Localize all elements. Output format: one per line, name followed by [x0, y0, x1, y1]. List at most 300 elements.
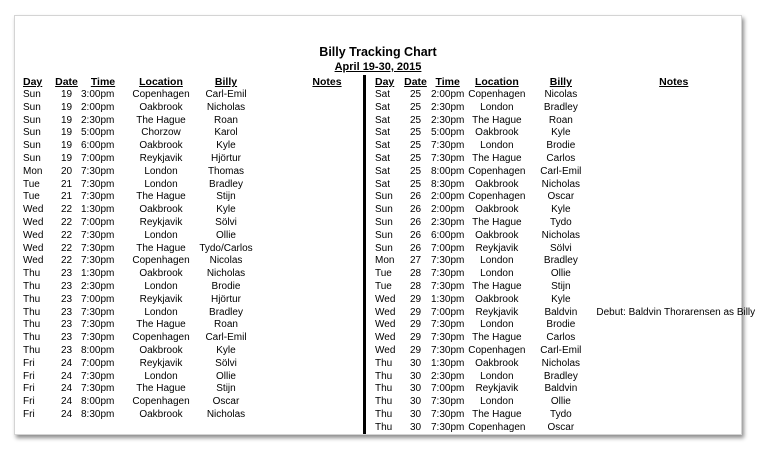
table-row: [15, 243, 399, 256]
cell-day: Wed: [23, 255, 44, 267]
cell-location: London: [480, 140, 514, 152]
cell-location: Reykjavik: [475, 242, 519, 254]
cell-time: 1:30pm: [431, 293, 465, 305]
cell-time: 7:30pm: [81, 178, 115, 190]
table-row: [15, 268, 399, 281]
cell-time: 7:00pm: [81, 216, 115, 228]
cell-billy: Oscar: [212, 396, 240, 408]
cell-date: 21: [60, 178, 73, 190]
table-row: [15, 102, 399, 115]
cell-notes: [592, 332, 755, 345]
cell-location: London: [144, 370, 178, 382]
table-row: [367, 127, 755, 140]
cell-date: 27: [409, 255, 422, 267]
cell-date: 25: [409, 140, 422, 152]
table-row: [15, 179, 399, 192]
cell-time: 7:00pm: [81, 357, 115, 369]
table-row: [367, 332, 755, 345]
cell-location: Reykjavik: [475, 306, 519, 318]
cell-time: 2:30pm: [81, 280, 115, 292]
cell-notes: [592, 383, 755, 396]
cell-time: 7:30pm: [81, 383, 115, 395]
cell-day: Sun: [23, 89, 41, 100]
cell-day: Thu: [375, 396, 393, 408]
cell-date: 24: [60, 357, 73, 369]
cell-location: Oakbrook: [475, 204, 519, 216]
cell-time: 7:30pm: [81, 165, 115, 177]
cell-day: Sun: [375, 191, 393, 203]
cell-location: Reykjavik: [139, 293, 183, 305]
cell-time: 2:30pm: [431, 101, 465, 113]
cell-date: 20: [60, 165, 73, 177]
cell-date: 28: [409, 280, 422, 292]
cell-billy: Kyle: [216, 344, 236, 356]
cell-location: Oakbrook: [139, 204, 183, 216]
cell-notes: [592, 179, 755, 192]
cell-billy: Kyle: [216, 204, 236, 216]
cell-notes: [592, 89, 755, 102]
cell-date: 23: [60, 306, 73, 318]
cell-billy: Carlos: [546, 152, 576, 164]
cell-time: 7:30pm: [431, 140, 465, 152]
cell-date: 30: [409, 408, 422, 420]
cell-day: Thu: [375, 421, 393, 433]
cell-time: 2:30pm: [431, 114, 465, 126]
cell-location: Oakbrook: [139, 408, 183, 420]
table-row: [15, 217, 399, 230]
cell-notes: [592, 319, 755, 332]
cell-location: Oakbrook: [139, 344, 183, 356]
column-header-date: Date: [404, 76, 427, 88]
cell-billy: Roan: [214, 319, 238, 331]
cell-date: 25: [409, 127, 422, 139]
table-header-row: [15, 76, 399, 89]
cell-notes: [592, 255, 755, 268]
cell-location: The Hague: [136, 191, 186, 203]
table-row: [15, 127, 399, 140]
cell-time: 8:00pm: [431, 165, 465, 177]
cell-date: 25: [409, 178, 422, 190]
cell-location: Copenhagen: [468, 191, 526, 203]
table-row: [15, 409, 399, 422]
cell-location: London: [480, 319, 514, 331]
cell-date: 24: [60, 383, 73, 395]
cell-day: Sat: [375, 89, 391, 100]
cell-billy: Nicholas: [206, 101, 246, 113]
cell-day: Sun: [23, 152, 41, 164]
cell-billy: Bradley: [209, 178, 243, 190]
cell-time: 7:30pm: [431, 396, 465, 408]
cell-time: 7:30pm: [431, 408, 465, 420]
table-row: [367, 345, 755, 358]
cell-time: 2:30pm: [431, 370, 465, 382]
cell-billy: Baldvin: [544, 306, 578, 318]
table-row: [367, 153, 755, 166]
table-row: [15, 255, 399, 268]
column-header-day: Day: [23, 76, 43, 88]
cell-billy: Kyle: [551, 204, 571, 216]
cell-location: Copenhagen: [468, 165, 526, 177]
cell-time: 8:00pm: [81, 396, 115, 408]
cell-billy: Brodie: [546, 140, 576, 152]
cell-date: 25: [409, 152, 422, 164]
column-header-billy: Billy: [214, 76, 238, 88]
table-row: [367, 89, 755, 102]
cell-location: London: [144, 306, 178, 318]
tracking-table-left: [15, 76, 399, 422]
cell-billy: Carl-Emil: [540, 165, 582, 177]
cell-date: 25: [409, 114, 422, 126]
cell-billy: Stijn: [216, 383, 236, 395]
cell-location: Oakbrook: [475, 178, 519, 190]
cell-location: London: [480, 255, 514, 267]
cell-time: 5:00pm: [81, 127, 115, 139]
table-row: [367, 140, 755, 153]
cell-billy: Nicholas: [541, 178, 581, 190]
cell-notes: [592, 422, 755, 435]
table-row: [15, 115, 399, 128]
document-subtitle: April 19-30, 2015: [334, 61, 422, 73]
cell-notes: [592, 153, 755, 166]
table-row: [367, 102, 755, 115]
cell-time: 5:00pm: [431, 127, 465, 139]
cell-location: London: [144, 280, 178, 292]
cell-time: 7:30pm: [431, 268, 465, 280]
table-row: [15, 281, 399, 294]
cell-notes: [592, 371, 755, 384]
cell-time: 7:30pm: [81, 306, 115, 318]
cell-time: 7:30pm: [81, 191, 115, 203]
table-row: [15, 396, 399, 409]
cell-time: 2:00pm: [81, 101, 115, 113]
cell-notes: [592, 409, 755, 422]
cell-location: Oakbrook: [139, 268, 183, 280]
cell-billy: Kyle: [216, 140, 236, 152]
table-row: [367, 294, 755, 307]
column-divider: [363, 75, 366, 434]
table-row: [367, 217, 755, 230]
cell-notes: [592, 102, 755, 115]
cell-billy: Sölvi: [550, 242, 572, 254]
cell-billy: Bradley: [543, 101, 578, 113]
cell-day: Thu: [23, 319, 41, 331]
cell-day: Wed: [375, 332, 396, 344]
cell-time: 7:30pm: [431, 421, 465, 433]
table-row: [367, 179, 755, 192]
cell-date: 26: [409, 204, 422, 216]
cell-date: 26: [409, 216, 422, 228]
table-row: [367, 243, 755, 256]
cell-date: 19: [60, 89, 73, 100]
tracking-table-right: [367, 76, 755, 435]
cell-day: Sat: [375, 178, 391, 190]
cell-day: Thu: [375, 383, 393, 395]
cell-date: 28: [409, 268, 422, 280]
cell-day: Sun: [23, 140, 41, 152]
cell-location: Reykjavik: [139, 152, 183, 164]
cell-time: 7:30pm: [81, 370, 115, 382]
cell-location: London: [144, 178, 178, 190]
cell-location: The Hague: [136, 319, 186, 331]
table-body-right: [367, 89, 755, 435]
cell-billy: Kyle: [551, 127, 571, 139]
cell-day: Fri: [23, 408, 35, 420]
cell-time: 7:30pm: [431, 319, 465, 331]
cell-notes: Debut: Baldvin Thorarensen as Billy: [596, 306, 756, 318]
cell-time: 2:00pm: [431, 89, 465, 100]
cell-day: Wed: [375, 293, 396, 305]
cell-billy: Nicholas: [541, 229, 581, 241]
cell-date: 23: [60, 268, 73, 280]
cell-notes: [592, 204, 755, 217]
cell-time: 7:30pm: [431, 344, 465, 356]
cell-date: 22: [60, 242, 73, 254]
table-row: [367, 191, 755, 204]
cell-date: 19: [60, 101, 73, 113]
cell-day: Mon: [23, 165, 43, 177]
cell-date: 22: [60, 216, 73, 228]
table-row: [15, 345, 399, 358]
cell-date: 29: [409, 332, 422, 344]
cell-location: The Hague: [472, 216, 522, 228]
cell-notes: [592, 166, 755, 179]
cell-day: Wed: [23, 242, 44, 254]
cell-billy: Thomas: [207, 165, 245, 177]
cell-billy: Ollie: [550, 396, 571, 408]
cell-billy: Tydo: [550, 408, 572, 420]
table-row: [15, 191, 399, 204]
cell-time: 6:00pm: [81, 140, 115, 152]
cell-location: The Hague: [136, 242, 186, 254]
cell-date: 19: [60, 114, 73, 126]
cell-date: 30: [409, 396, 422, 408]
table-row: [15, 383, 399, 396]
cell-date: 25: [409, 101, 422, 113]
cell-location: Reykjavik: [139, 357, 183, 369]
cell-location: Reykjavik: [475, 383, 519, 395]
table-row: [15, 319, 399, 332]
cell-notes: [592, 127, 755, 140]
cell-location: The Hague: [472, 408, 522, 420]
cell-time: 2:30pm: [431, 216, 465, 228]
cell-billy: Nicholas: [206, 268, 246, 280]
cell-location: The Hague: [472, 114, 522, 126]
cell-date: 23: [60, 319, 73, 331]
cell-day: Mon: [375, 255, 395, 267]
cell-billy: Brodie: [546, 319, 576, 331]
cell-time: 7:30pm: [81, 332, 115, 344]
cell-time: 7:30pm: [431, 152, 465, 164]
cell-time: 7:00pm: [431, 383, 465, 395]
cell-time: 1:30pm: [431, 357, 465, 369]
cell-date: 30: [409, 357, 422, 369]
cell-location: The Hague: [136, 114, 186, 126]
cell-billy: Tydo: [550, 216, 572, 228]
cell-billy: Carl-Emil: [540, 344, 582, 356]
cell-billy: Tydo/Carlos: [199, 242, 253, 254]
cell-day: Thu: [23, 344, 41, 356]
table-row: [367, 358, 755, 371]
cell-billy: Nicholas: [206, 408, 246, 420]
cell-notes: [592, 396, 755, 409]
cell-location: London: [144, 229, 178, 241]
cell-day: Wed: [23, 229, 44, 241]
cell-day: Thu: [375, 370, 393, 382]
table-row: [15, 332, 399, 345]
table-row: [367, 383, 755, 396]
cell-date: 25: [409, 165, 422, 177]
cell-notes: [592, 140, 755, 153]
column-header-date: Date: [55, 76, 78, 88]
cell-location: Oakbrook: [475, 357, 519, 369]
cell-day: Tue: [23, 178, 40, 190]
cell-notes: [592, 281, 755, 294]
cell-date: 24: [60, 396, 73, 408]
cell-billy: Brodie: [211, 280, 241, 292]
cell-day: Wed: [375, 344, 396, 356]
table-body-left: [15, 89, 399, 422]
cell-location: Copenhagen: [468, 421, 526, 433]
cell-date: 23: [60, 293, 73, 305]
cell-day: Thu: [23, 293, 41, 305]
cell-billy: Roan: [548, 114, 573, 126]
table-row: [15, 294, 399, 307]
cell-location: Chorzow: [141, 127, 181, 139]
cell-date: 21: [60, 191, 73, 203]
cell-billy: Carl-Emil: [205, 89, 247, 100]
cell-billy: Nicolas: [209, 255, 243, 267]
table-row: [15, 140, 399, 153]
cell-day: Thu: [375, 408, 393, 420]
table-header-row: [367, 76, 755, 89]
cell-date: 26: [409, 242, 422, 254]
cell-date: 29: [409, 293, 422, 305]
table-row: [367, 115, 755, 128]
cell-day: Thu: [23, 306, 41, 318]
cell-time: 1:30pm: [81, 268, 115, 280]
cell-location: Oakbrook: [139, 140, 183, 152]
column-header-time: Time: [435, 76, 460, 88]
document-title: Billy Tracking Chart: [319, 45, 437, 59]
cell-date: 24: [60, 370, 73, 382]
cell-time: 6:00pm: [431, 229, 465, 241]
cell-day: Wed: [375, 319, 396, 331]
cell-day: Wed: [23, 204, 44, 216]
cell-location: The Hague: [472, 332, 522, 344]
cell-location: London: [480, 370, 514, 382]
cell-location: The Hague: [136, 383, 186, 395]
cell-day: Tue: [375, 268, 392, 280]
cell-notes: [592, 243, 755, 256]
cell-time: 7:30pm: [81, 229, 115, 241]
cell-location: Oakbrook: [139, 101, 183, 113]
cell-date: 30: [409, 370, 422, 382]
table-row: [15, 153, 399, 166]
cell-billy: Hjörtur: [210, 293, 241, 305]
cell-notes: [592, 358, 755, 371]
column-header-time: Time: [90, 76, 116, 88]
cell-notes: [592, 345, 755, 358]
cell-day: Sat: [375, 140, 391, 152]
cell-notes: [592, 217, 755, 230]
column-header-day: Day: [375, 76, 395, 88]
cell-location: Copenhagen: [132, 396, 190, 408]
cell-day: Fri: [23, 357, 35, 369]
cell-time: 7:30pm: [81, 255, 115, 267]
cell-notes: [592, 230, 755, 243]
cell-day: Fri: [23, 383, 35, 395]
cell-day: Fri: [23, 396, 35, 408]
column-header-notes: Notes: [312, 76, 342, 88]
cell-notes: [592, 115, 755, 128]
cell-date: 19: [60, 127, 73, 139]
cell-date: 25: [409, 89, 422, 100]
cell-day: Sun: [375, 229, 393, 241]
cell-billy: Stijn: [216, 191, 236, 203]
cell-time: 8:00pm: [81, 344, 115, 356]
cell-time: 7:00pm: [431, 242, 465, 254]
cell-time: 7:00pm: [81, 293, 115, 305]
cell-location: London: [480, 268, 514, 280]
cell-billy: Karol: [214, 127, 238, 139]
cell-notes: [592, 268, 755, 281]
cell-billy: Kyle: [551, 293, 571, 305]
cell-location: The Hague: [472, 152, 522, 164]
table-row: [15, 204, 399, 217]
cell-date: 29: [409, 306, 422, 318]
cell-billy: Oscar: [547, 191, 575, 203]
cell-billy: Ollie: [215, 229, 236, 241]
cell-day: Sun: [375, 204, 393, 216]
cell-day: Sun: [23, 127, 41, 139]
cell-date: 22: [60, 204, 73, 216]
cell-location: Copenhagen: [468, 344, 526, 356]
table-row: [367, 396, 755, 409]
cell-time: 8:30pm: [431, 178, 465, 190]
cell-date: 19: [60, 152, 73, 164]
table-row: [15, 166, 399, 179]
cell-location: Copenhagen: [468, 89, 526, 100]
cell-location: London: [480, 396, 514, 408]
cell-location: Oakbrook: [475, 293, 519, 305]
cell-date: 29: [409, 344, 422, 356]
cell-billy: Sölvi: [215, 357, 237, 369]
cell-time: 1:30pm: [81, 204, 115, 216]
cell-billy: Bradley: [543, 255, 578, 267]
table-row: [15, 230, 399, 243]
cell-time: 7:00pm: [431, 306, 465, 318]
cell-day: Wed: [23, 216, 44, 228]
cell-date: 26: [409, 191, 422, 203]
cell-day: Sat: [375, 114, 391, 126]
table-row: [367, 204, 755, 217]
cell-time: 8:30pm: [81, 408, 115, 420]
cell-time: 2:00pm: [431, 204, 465, 216]
cell-day: Tue: [375, 280, 392, 292]
table-row: [367, 409, 755, 422]
table-row: [367, 255, 755, 268]
cell-date: 23: [60, 344, 73, 356]
cell-billy: Baldvin: [544, 383, 578, 395]
cell-billy: Oscar: [547, 421, 575, 433]
cell-day: Thu: [23, 280, 41, 292]
cell-time: 3:00pm: [81, 89, 115, 100]
table-row: [15, 358, 399, 371]
cell-date: 24: [60, 408, 73, 420]
column-header-location: Location: [474, 76, 519, 88]
cell-location: Copenhagen: [132, 255, 190, 267]
cell-day: Thu: [23, 332, 41, 344]
